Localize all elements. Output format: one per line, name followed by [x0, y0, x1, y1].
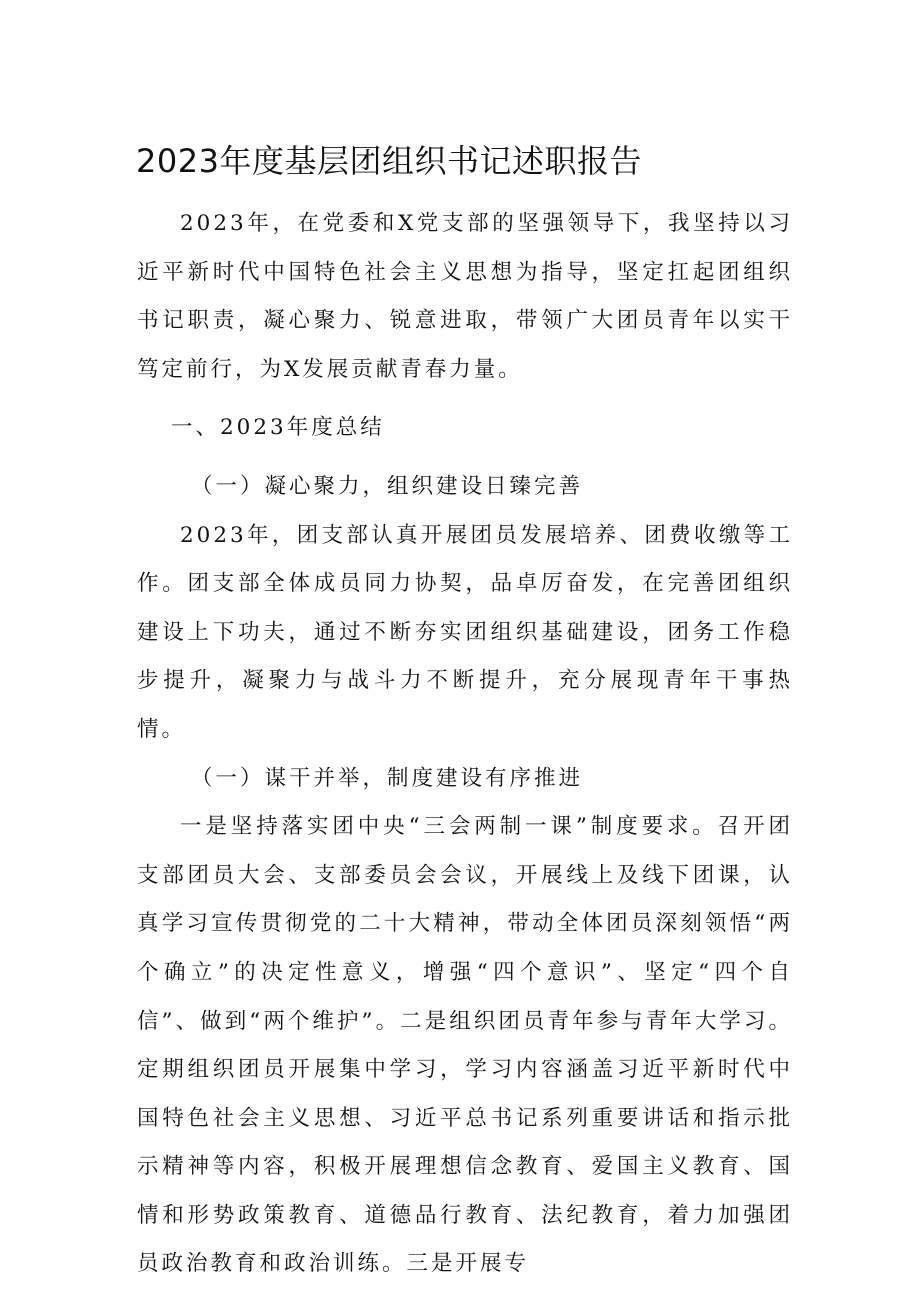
organization-paragraph: 2023年，团支部认真开展团员发展培养、团费收缴等工作。团支部全体成员同力协契，品卓厉奋发，在完善团组织建设上下功夫，通过不断夯实团组织基础建设，团务工作稳步提升，凝聚力与战斗力不断提升，充分展现青年干事热情。	[137, 522, 793, 742]
document-body	[137, 200, 793, 1289]
subsection-heading-system-building: （一）谋干并举，制度建设有序推进	[191, 765, 584, 791]
spacer	[137, 453, 793, 463]
intro-paragraph: 2023年，在党委和X党支部的坚强领导下，我坚持以习近平新时代中国特色社会主义思想为指导，坚定扛起团组织书记职责，凝心聚力、锐意进取，带领广大团员青年以实干笃定前行，为X发展贡献青春力量。	[137, 211, 793, 382]
section-heading-annual-summary: 一、2023年度总结	[171, 415, 385, 441]
spacer	[137, 394, 793, 404]
document-title: 2023年度基层团组织书记述职报告	[136, 142, 642, 180]
subsection-heading-organization: （一）凝心聚力，组织建设日臻完善	[191, 473, 584, 499]
system-building-paragraph: 一是坚持落实团中央“三会两制一课”制度要求。召开团支部团员大会、支部委员会会议，开展线上及线下团课，认真学习宣传贯彻党的二十大精神，带动全体团员深刻领悟“两个确立”的决定性意义，增强“四个意识”、坚定“四个自信”、做到“两个维护”。二是组织团员青年参与青年大学习。定期组织团员开展集中学习，学习内容涵盖习近平新时代中国特色社会主义思想、习近平总书记系列重要讲话和指示批示精神等内容，积极开展理想信念教育、爱国主义教育、国情和形势政策教育、道德品行教育、法纪教育，着力加强团员政治教育和政治训练。三是开展专	[137, 814, 793, 1277]
